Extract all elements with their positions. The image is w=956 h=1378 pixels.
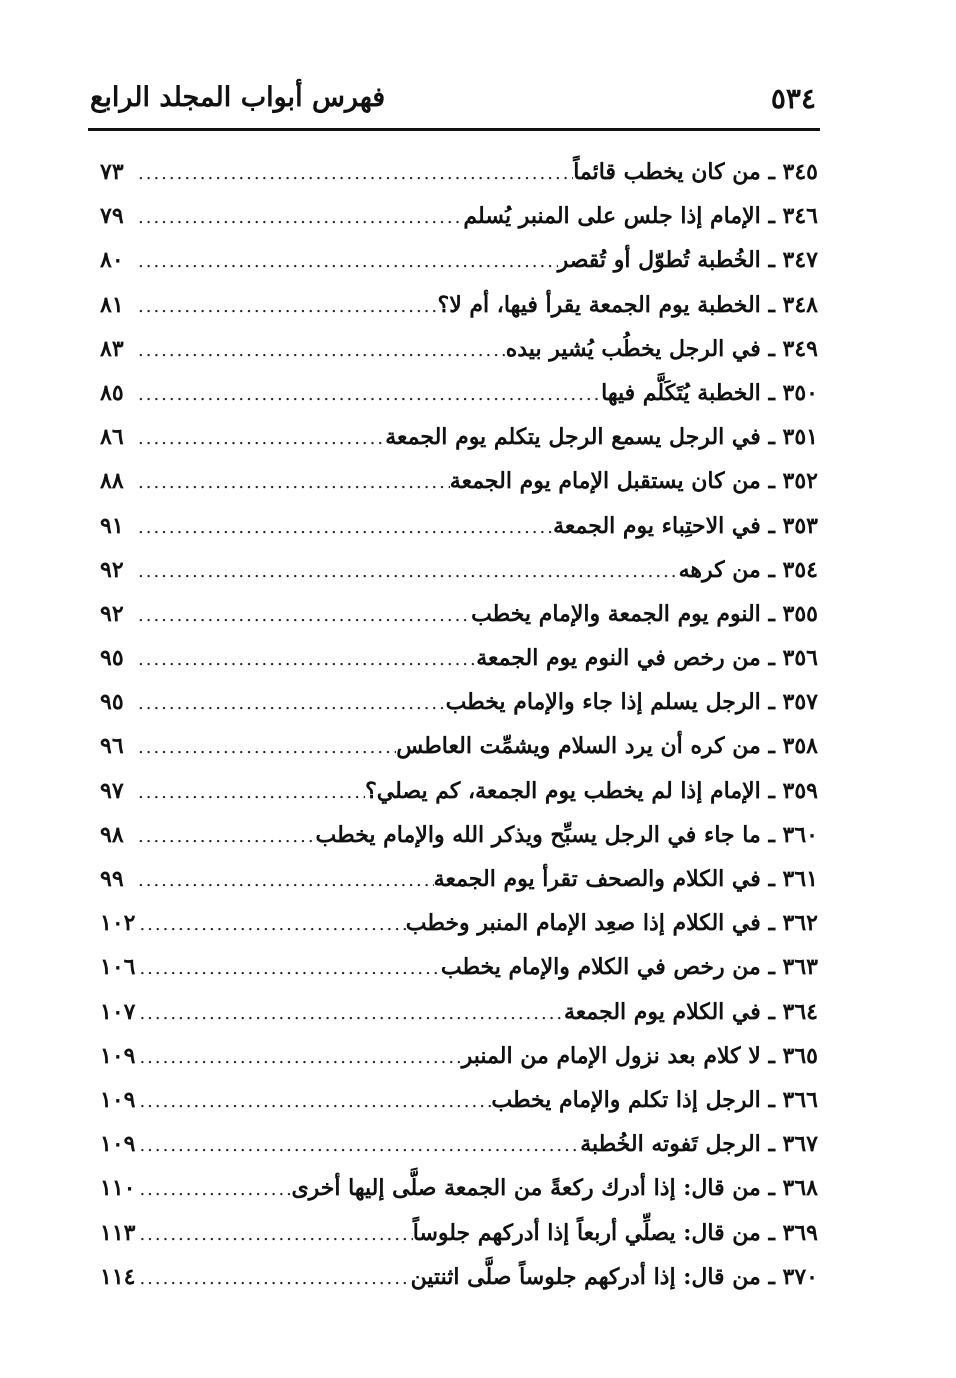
toc-entry-title: ٣٤٩ ـ في الرجل يخطُب يُشير بيده bbox=[505, 335, 818, 362]
toc-entry-350 bbox=[100, 371, 818, 415]
toc-entry-number: ٣٤٦ bbox=[782, 203, 818, 230]
toc-entry-text: الخطبة يُتَكَلَّم فيها bbox=[601, 379, 761, 406]
toc-entry-360 bbox=[100, 813, 818, 857]
toc-entry-title: ٣٦٥ ـ لا كلام بعد نزول الإمام من المنبر bbox=[461, 1042, 818, 1069]
toc-entry-page: ٩٢ bbox=[100, 556, 124, 583]
dot-leader bbox=[135, 992, 564, 1036]
toc-entry-number: ٣٧٠ bbox=[782, 1263, 818, 1290]
toc-entry-text: من كرهه bbox=[678, 556, 761, 583]
dot-leader bbox=[134, 152, 573, 196]
toc-entry-page: ١٠٦ bbox=[100, 954, 136, 981]
toc-entry-text: ما جاء في الرجل يسبِّح ويذكر الله والإمام يخطب bbox=[315, 821, 761, 848]
toc-entry-362 bbox=[100, 901, 818, 945]
running-title: فهرس أبواب المجلد الرابع bbox=[90, 82, 386, 113]
toc-entry-text: من قال: يصلِّي أربعاً إذا أدركهم جلوساً bbox=[412, 1219, 761, 1246]
toc-entry-366 bbox=[100, 1078, 818, 1122]
toc-entry-title: ٣٥٣ ـ في الاحتِباء يوم الجمعة bbox=[553, 512, 818, 539]
toc-entry-page: ٩٥ bbox=[100, 689, 124, 716]
toc-entry-number: ٣٦١ bbox=[782, 866, 818, 892]
toc-entry-page: ٨٠ bbox=[100, 247, 124, 274]
toc-entry-title: ٣٦٦ ـ الرجل إذا تكلم والإمام يخطب bbox=[491, 1086, 818, 1113]
dot-leader bbox=[134, 859, 434, 903]
toc-entry-text: في الرجل يسمع الرجل يتكلم يوم الجمعة bbox=[385, 424, 761, 451]
toc-entry-title: ٣٥٧ ـ الرجل يسلم إذا جاء والإمام يخطب bbox=[445, 689, 818, 716]
toc-entry-365 bbox=[100, 1034, 818, 1078]
toc-entry-page: ٩٥ bbox=[100, 645, 124, 672]
toc-entry-number: ٣٥٦ bbox=[782, 645, 818, 672]
dot-leader bbox=[134, 373, 601, 417]
dot-leader bbox=[134, 506, 553, 550]
toc-entry-title: ٣٦١ ـ في الكلام والصحف تقرأ يوم الجمعة bbox=[433, 866, 818, 892]
toc-entry-title: ٣٥٩ ـ الإمام إذا لم يخطب يوم الجمعة، كم يصلي؟ bbox=[365, 777, 818, 804]
toc-entry-title: ٣٤٨ ـ الخطبة يوم الجمعة يقرأ فيها، أم لا؟ bbox=[437, 291, 818, 318]
toc-entry-number: ٣٦٧ bbox=[782, 1131, 818, 1158]
dot-leader bbox=[134, 550, 679, 594]
toc-entry-title: ٣٥١ ـ في الرجل يسمع الرجل يتكلم يوم الجمعة bbox=[385, 424, 818, 451]
toc-entry-title: ٣٧٠ ـ من قال: إذا أدركهم جلوساً صلَّى اثنتين bbox=[410, 1263, 818, 1290]
toc-entry-page: ٩٦ bbox=[100, 733, 124, 760]
toc-entry-title: ٣٦٨ ـ من قال: إذا أدرك ركعةً من الجمعة صلَّى إليها أخرى bbox=[291, 1175, 818, 1202]
toc-entry-number: ٣٦٢ bbox=[782, 910, 818, 937]
toc-entry-text: لا كلام بعد نزول الإمام من المنبر bbox=[461, 1042, 761, 1069]
toc-entry-title: ٣٥٢ ـ من كان يستقبل الإمام يوم الجمعة bbox=[449, 468, 818, 495]
dot-leader bbox=[134, 461, 450, 505]
toc-entry-text: من قال: إذا أدركهم جلوساً صلَّى اثنتين bbox=[410, 1263, 761, 1290]
toc-entry-text: الرجل إذا تكلم والإمام يخطب bbox=[491, 1086, 761, 1113]
dot-leader bbox=[135, 947, 440, 991]
table-of-contents bbox=[100, 150, 818, 1299]
toc-entry-text: من كان يستقبل الإمام يوم الجمعة bbox=[449, 468, 761, 495]
dot-leader bbox=[135, 1036, 461, 1080]
toc-entry-page: ٩٩ bbox=[100, 866, 124, 892]
toc-entry-page: ٩٨ bbox=[100, 821, 124, 848]
dot-leader bbox=[135, 1257, 410, 1301]
dot-leader bbox=[135, 1080, 491, 1124]
dot-leader bbox=[135, 903, 405, 947]
toc-entry-359 bbox=[100, 769, 818, 813]
dot-leader bbox=[134, 196, 463, 240]
toc-entry-363 bbox=[100, 945, 818, 989]
toc-entry-text: من رخص في الكلام والإمام يخطب bbox=[440, 954, 761, 981]
dot-leader bbox=[134, 682, 446, 726]
toc-entry-number: ٣٦٣ bbox=[782, 954, 818, 981]
toc-entry-345 bbox=[100, 150, 818, 194]
toc-entry-page: ١٠٩ bbox=[100, 1042, 136, 1069]
toc-entry-number: ٣٥٢ bbox=[782, 468, 818, 495]
toc-entry-number: ٣٥٠ bbox=[782, 379, 818, 406]
toc-entry-title: ٣٦٣ ـ من رخص في الكلام والإمام يخطب bbox=[440, 954, 818, 981]
toc-entry-page: ٧٣ bbox=[100, 159, 124, 185]
dot-leader bbox=[135, 1213, 412, 1257]
dot-leader bbox=[134, 285, 438, 329]
toc-entry-page: ١١٤ bbox=[100, 1263, 136, 1290]
toc-entry-page: ٨٣ bbox=[100, 335, 124, 362]
toc-entry-370 bbox=[100, 1255, 818, 1299]
toc-entry-number: ٣٥٣ bbox=[782, 512, 818, 539]
toc-entry-356 bbox=[100, 636, 818, 680]
toc-entry-page: ١٠٩ bbox=[100, 1086, 136, 1113]
toc-entry-text: من كان يخطب قائماً bbox=[573, 159, 761, 185]
toc-entry-text: في الرجل يخطُب يُشير بيده bbox=[505, 335, 761, 362]
dot-leader bbox=[134, 417, 385, 461]
toc-entry-text: في الاحتِباء يوم الجمعة bbox=[553, 512, 761, 539]
toc-entry-number: ٣٥٨ bbox=[782, 733, 818, 760]
toc-entry-title: ٣٥٤ ـ من كرهه bbox=[678, 556, 818, 583]
toc-entry-page: ٨٥ bbox=[100, 379, 124, 406]
toc-entry-title: ٣٤٦ ـ الإمام إذا جلس على المنبر يُسلم bbox=[463, 203, 818, 230]
toc-entry-title: ٣٦٩ ـ من قال: يصلِّي أربعاً إذا أدركهم جلوساً bbox=[412, 1219, 818, 1246]
dot-leader bbox=[134, 240, 558, 284]
toc-entry-page: ١٠٢ bbox=[100, 910, 136, 937]
page-number: ٥٣٤ bbox=[770, 82, 816, 115]
toc-entry-title: ٣٦٤ ـ في الكلام يوم الجمعة bbox=[563, 998, 818, 1025]
toc-entry-351 bbox=[100, 415, 818, 459]
toc-entry-358 bbox=[100, 724, 818, 768]
toc-entry-361 bbox=[100, 857, 818, 901]
toc-entry-number: ٣٦٩ bbox=[782, 1219, 818, 1246]
toc-entry-357 bbox=[100, 680, 818, 724]
toc-entry-368 bbox=[100, 1166, 818, 1210]
toc-entry-number: ٣٥٥ bbox=[782, 600, 818, 627]
toc-entry-text: الإمام إذا لم يخطب يوم الجمعة، كم يصلي؟ bbox=[365, 777, 761, 804]
toc-entry-number: ٣٥٧ bbox=[782, 689, 818, 716]
toc-entry-number: ٣٥١ bbox=[782, 424, 818, 451]
toc-entry-text: النوم يوم الجمعة والإمام يخطب bbox=[471, 600, 761, 627]
toc-entry-text: الرجل يسلم إذا جاء والإمام يخطب bbox=[445, 689, 761, 716]
toc-entry-page: ٨٦ bbox=[100, 424, 124, 451]
toc-entry-title: ٣٥٥ ـ النوم يوم الجمعة والإمام يخطب bbox=[471, 600, 818, 627]
dot-leader bbox=[134, 726, 396, 770]
dot-leader bbox=[134, 638, 476, 682]
toc-entry-page: ١١٣ bbox=[100, 1219, 136, 1246]
toc-entry-page: ١١٠ bbox=[100, 1175, 136, 1202]
toc-entry-text: في الكلام والصحف تقرأ يوم الجمعة bbox=[433, 866, 761, 892]
toc-entry-number: ٣٤٨ bbox=[782, 291, 818, 318]
header-rule bbox=[88, 128, 820, 131]
dot-leader bbox=[135, 1168, 291, 1212]
toc-entry-title: ٣٥٨ ـ من كره أن يرد السلام ويشمِّت العاطس bbox=[396, 733, 818, 760]
toc-entry-page: ٨١ bbox=[100, 291, 124, 318]
toc-entry-text: في الكلام إذا صعِد الإمام المنبر وخطب bbox=[405, 910, 761, 937]
toc-entry-page: ٨٨ bbox=[100, 468, 124, 495]
toc-entry-title: ٣٦٧ ـ الرجل تَفوته الخُطبة bbox=[580, 1131, 818, 1158]
toc-entry-text: من كره أن يرد السلام ويشمِّت العاطس bbox=[396, 733, 761, 760]
toc-entry-text: الإمام إذا جلس على المنبر يُسلم bbox=[463, 203, 761, 230]
toc-entry-number: ٣٦٦ bbox=[782, 1086, 818, 1113]
toc-entry-text: من قال: إذا أدرك ركعةً من الجمعة صلَّى إليها أخرى bbox=[291, 1175, 761, 1202]
toc-entry-349 bbox=[100, 327, 818, 371]
toc-entry-354 bbox=[100, 548, 818, 592]
toc-entry-text: الرجل تَفوته الخُطبة bbox=[580, 1131, 761, 1158]
toc-entry-title: ٣٦٢ ـ في الكلام إذا صعِد الإمام المنبر وخطب bbox=[405, 910, 818, 937]
toc-entry-number: ٣٦٨ bbox=[782, 1175, 818, 1202]
toc-entry-number: ٣٦٠ bbox=[782, 821, 818, 848]
toc-entry-text: من رخص في النوم يوم الجمعة bbox=[476, 645, 761, 672]
toc-entry-364 bbox=[100, 990, 818, 1034]
toc-entry-number: ٣٥٩ bbox=[782, 777, 818, 804]
toc-entry-text: الخطبة يوم الجمعة يقرأ فيها، أم لا؟ bbox=[437, 291, 761, 318]
toc-entry-title: ٣٦٠ ـ ما جاء في الرجل يسبِّح ويذكر الله والإمام يخطب bbox=[315, 821, 818, 848]
toc-entry-title: ٣٤٧ ـ الخُطبة تُطوّل أو تُقصر bbox=[557, 247, 818, 274]
toc-entry-title: ٣٤٥ ـ من كان يخطب قائماً bbox=[573, 159, 818, 185]
toc-entry-369 bbox=[100, 1211, 818, 1255]
toc-entry-page: ١٠٩ bbox=[100, 1131, 136, 1158]
toc-entry-347 bbox=[100, 238, 818, 282]
dot-leader bbox=[134, 771, 365, 815]
toc-entry-353 bbox=[100, 504, 818, 548]
toc-entry-title: ٣٥٦ ـ من رخص في النوم يوم الجمعة bbox=[476, 645, 818, 672]
toc-entry-page: ٩١ bbox=[100, 512, 124, 539]
toc-entry-page: ٩٢ bbox=[100, 600, 124, 627]
toc-entry-number: ٣٤٧ bbox=[782, 247, 818, 274]
toc-entry-title: ٣٥٠ ـ الخطبة يُتَكَلَّم فيها bbox=[601, 379, 818, 406]
toc-entry-367 bbox=[100, 1122, 818, 1166]
toc-entry-page: ٧٩ bbox=[100, 203, 124, 230]
toc-entry-346 bbox=[100, 194, 818, 238]
toc-entry-348 bbox=[100, 283, 818, 327]
toc-entry-number: ٣٤٥ bbox=[782, 159, 818, 185]
dot-leader bbox=[135, 1124, 580, 1168]
toc-entry-number: ٣٦٥ bbox=[782, 1042, 818, 1069]
toc-entry-number: ٣٥٤ bbox=[782, 556, 818, 583]
toc-entry-page: ٩٧ bbox=[100, 777, 124, 804]
dot-leader bbox=[134, 594, 471, 638]
toc-entry-355 bbox=[100, 592, 818, 636]
toc-entry-number: ٣٤٩ bbox=[782, 335, 818, 362]
dot-leader bbox=[134, 329, 506, 373]
toc-entry-text: في الكلام يوم الجمعة bbox=[563, 998, 761, 1025]
page-header bbox=[88, 82, 818, 126]
toc-entry-352 bbox=[100, 459, 818, 503]
toc-entry-page: ١٠٧ bbox=[100, 998, 136, 1025]
toc-entry-number: ٣٦٤ bbox=[782, 998, 818, 1025]
dot-leader bbox=[134, 815, 316, 859]
toc-entry-text: الخُطبة تُطوّل أو تُقصر bbox=[557, 247, 761, 274]
